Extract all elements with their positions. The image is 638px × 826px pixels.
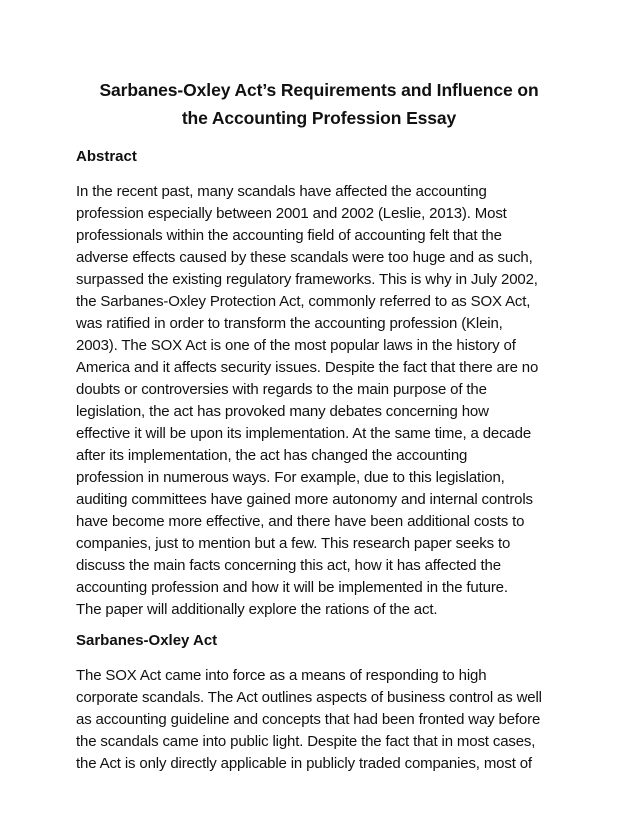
- abstract-line: the Sarbanes-Oxley Protection Act, commonly referred to as SOX Act,: [76, 293, 531, 310]
- abstract-line: profession especially between 2001 and 2002 (Leslie, 2013). Most: [76, 205, 507, 222]
- abstract-line: auditing committees have gained more autonomy and internal controls: [76, 491, 533, 508]
- abstract-line: legislation, the act has provoked many debates concerning how: [76, 403, 489, 420]
- abstract-line: was ratified in order to transform the accounting profession (Klein,: [76, 315, 503, 332]
- abstract-line: effective it will be upon its implementation. At the same time, a decade: [76, 425, 532, 442]
- abstract-line: The paper will additionally explore the rations of the act.: [76, 601, 438, 618]
- abstract-line: companies, just to mention but a few. This research paper seeks to: [76, 535, 511, 552]
- abstract-line: doubts or controversies with regards to the main purpose of the: [76, 381, 487, 398]
- abstract-line: discuss the main facts concerning this act, how it has affected the: [76, 557, 501, 574]
- sox-heading: Sarbanes-Oxley Act: [76, 632, 218, 649]
- abstract-line: adverse effects caused by these scandals were too huge and as such,: [76, 249, 533, 266]
- abstract-line: America and it affects security issues. Despite the fact that there are no: [76, 359, 539, 376]
- abstract-line: have become more effective, and there have been additional costs to: [76, 513, 525, 530]
- document-title-line-1: Sarbanes-Oxley Act’s Requirements and Influence on: [99, 80, 539, 100]
- sox-line: as accounting guideline and concepts that had been fronted way before: [76, 711, 541, 728]
- abstract-line: In the recent past, many scandals have affected the accounting: [76, 183, 487, 200]
- abstract-line: accounting profession and how it will be implemented in the future.: [76, 579, 508, 596]
- document-title-line-2: the Accounting Profession Essay: [181, 108, 457, 128]
- abstract-line: surpassed the existing regulatory frameworks. This is why in July 2002,: [76, 271, 538, 288]
- abstract-heading: Abstract: [76, 148, 137, 165]
- abstract-line: professionals within the accounting field of accounting felt that the: [76, 227, 502, 244]
- sox-line: the scandals came into public light. Despite the fact that in most cases,: [76, 733, 536, 750]
- sox-line: the Act is only directly applicable in publicly traded companies, most of: [76, 755, 532, 772]
- sox-line: The SOX Act came into force as a means of responding to high: [76, 667, 487, 684]
- abstract-line: after its implementation, the act has changed the accounting: [76, 447, 468, 464]
- abstract-line: 2003). The SOX Act is one of the most popular laws in the history of: [76, 337, 516, 354]
- sox-line: corporate scandals. The Act outlines aspects of business control as well: [76, 689, 542, 706]
- abstract-line: profession in numerous ways. For example, due to this legislation,: [76, 469, 505, 486]
